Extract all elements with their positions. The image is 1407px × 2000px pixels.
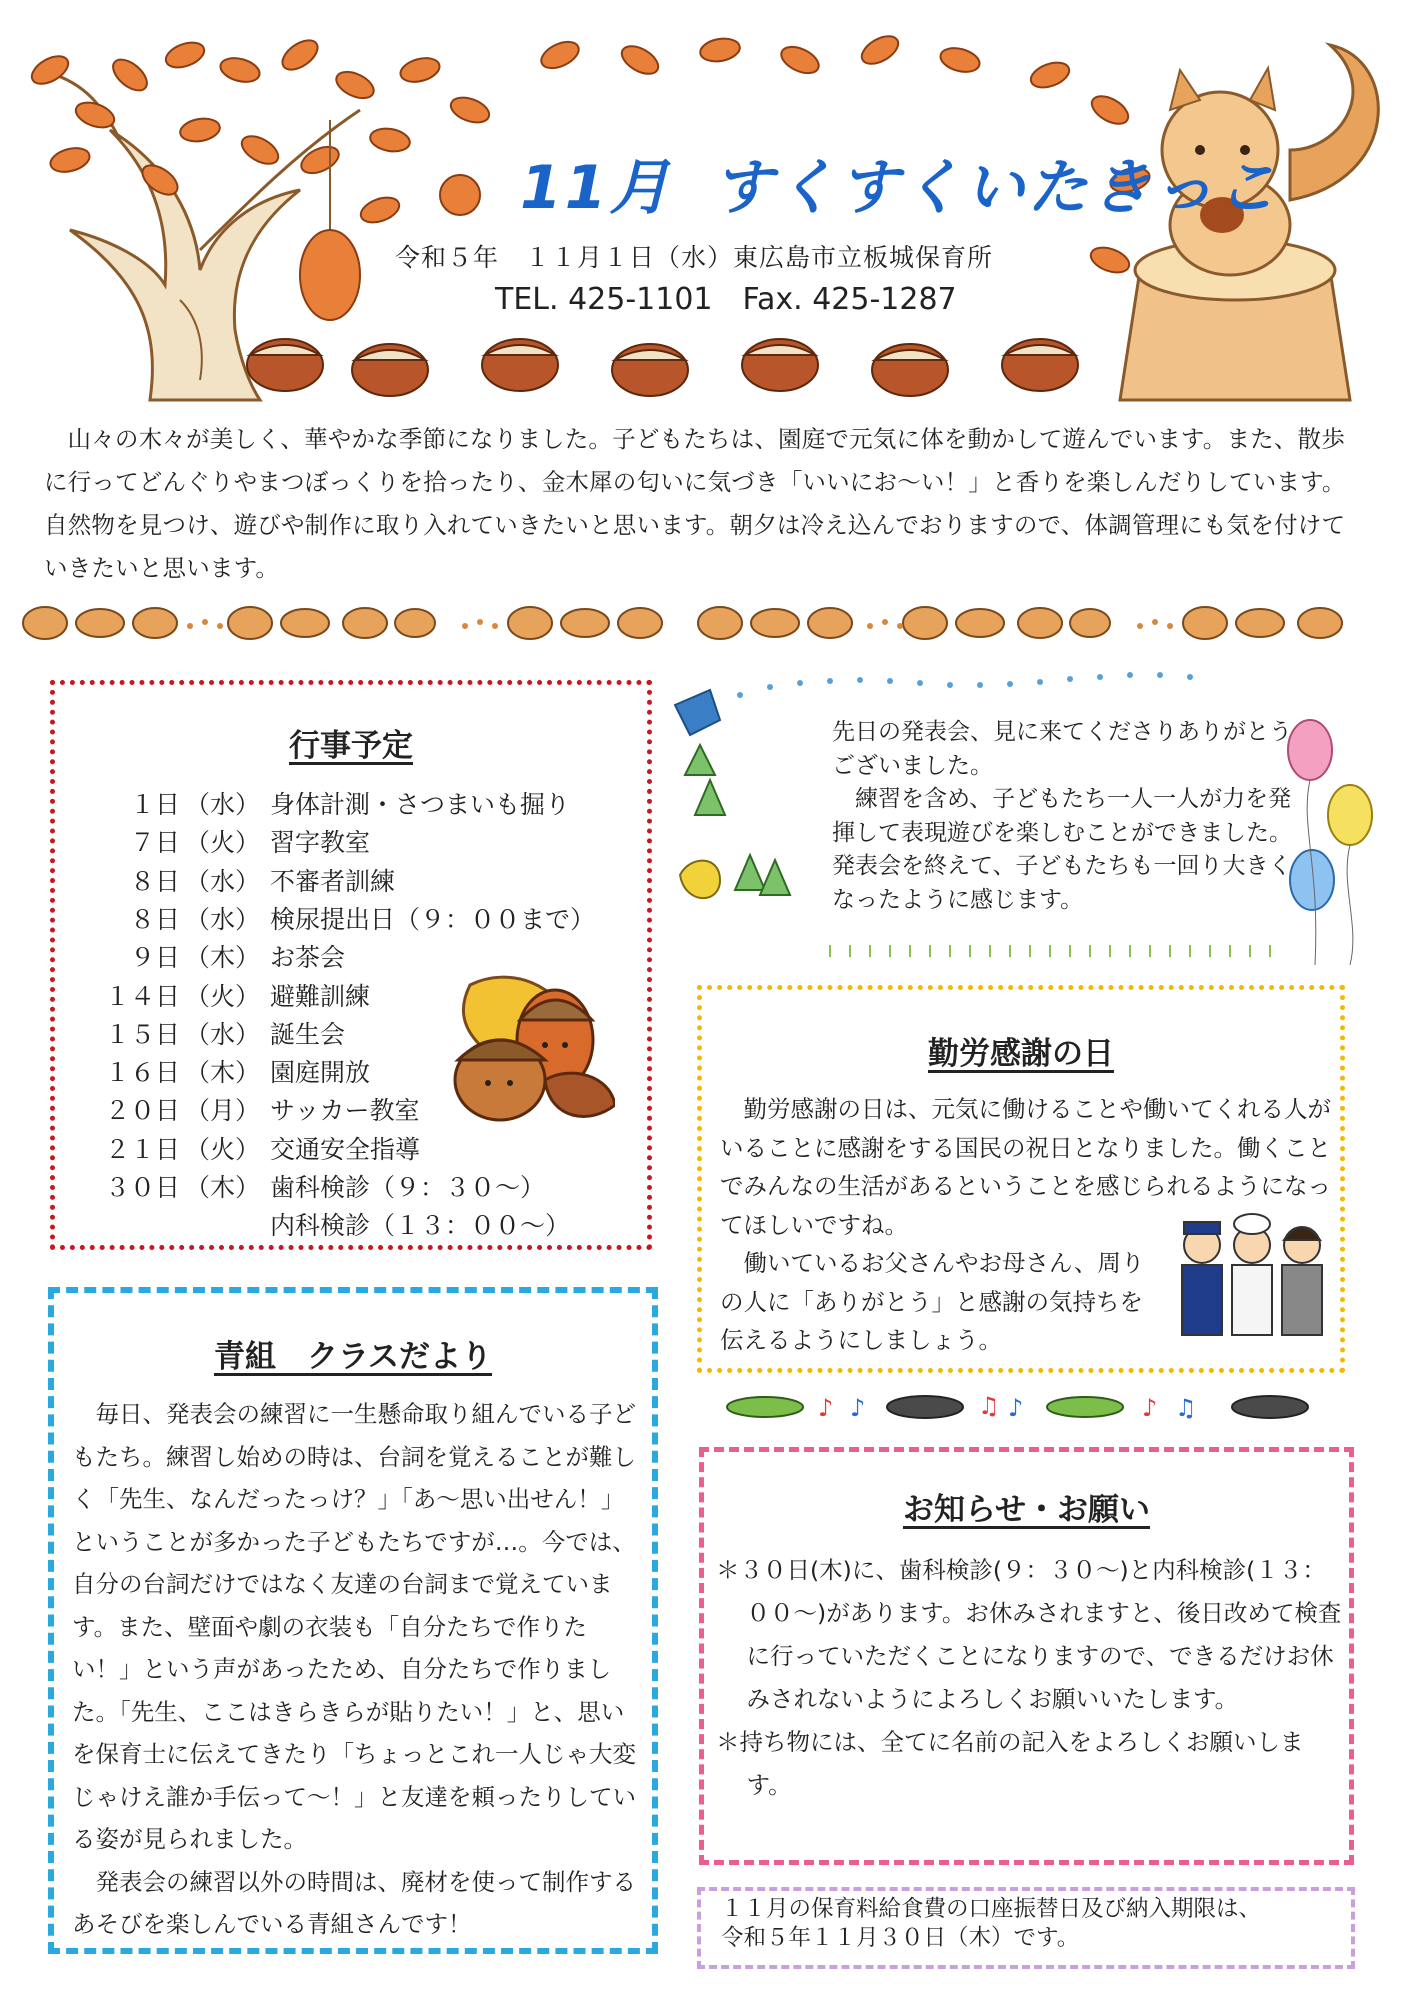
event-weekday: （火） bbox=[185, 828, 261, 858]
class-p2: 発表会の練習以外の時間は、廃材を使って制作するあそびを楽しんでいる青組さんです！ bbox=[72, 1867, 636, 1938]
event-date: ９日 bbox=[129, 943, 180, 973]
events-box bbox=[50, 680, 652, 1250]
class-text bbox=[72, 1393, 642, 1946]
event-weekday: （木） bbox=[185, 1173, 261, 1202]
svg-text:♫: ♫ bbox=[1175, 1394, 1197, 1422]
notice-item: ＊３０日(木)に、歯科検診(９：３０～)と内科検診(１３：００～)があります。お休みされますと、後日改めて検査に行っていただくことになりますので、できるだけお休みされないようによろしくお願いいたします。 bbox=[716, 1556, 1342, 1713]
event-weekday: （水） bbox=[185, 1019, 261, 1049]
event-name: 園庭開放 bbox=[270, 1058, 371, 1088]
event-weekday: （木） bbox=[185, 1058, 261, 1088]
event-name: 不審者訓練 bbox=[270, 866, 396, 896]
notice-title: お知らせ・お願い bbox=[902, 1492, 1151, 1528]
event-date: ８日 bbox=[129, 866, 180, 896]
events-title: 行事予定 bbox=[289, 728, 413, 764]
labor-title: 勤労感謝の日 bbox=[928, 1036, 1114, 1072]
event-name: 交通安全指導 bbox=[270, 1134, 421, 1164]
fax-number: Fax. 425-1287 bbox=[742, 282, 957, 317]
event-weekday: （火） bbox=[185, 981, 261, 1011]
svg-text:♪: ♪ bbox=[850, 1394, 866, 1422]
squirrel-border bbox=[20, 598, 1390, 648]
event-date: ２０日 bbox=[104, 1096, 180, 1126]
event-date: １５日 bbox=[104, 1019, 180, 1049]
event-name: 内科検診（１３：００～） bbox=[270, 1211, 571, 1241]
notice-item: ＊持ち物には、全てに名前の記入をよろしくお願いします。 bbox=[716, 1728, 1304, 1799]
event-weekday: （火） bbox=[185, 1134, 261, 1164]
class-newsletter-box bbox=[48, 1287, 658, 1954]
event-date: ３０日 bbox=[104, 1173, 180, 1202]
svg-text:♪: ♪ bbox=[1008, 1394, 1024, 1422]
tel-number: TEL. 425-1101 bbox=[495, 282, 713, 317]
event-weekday: （水） bbox=[185, 904, 261, 934]
event-date: １日 bbox=[129, 790, 180, 819]
fee-line-2: 令和５年１１月３０日（木）です。 bbox=[721, 1925, 1080, 1951]
svg-text:♪: ♪ bbox=[1142, 1394, 1158, 1422]
intro-paragraph: 山々の木々が美しく、華やかな季節になりました。子どもたちは、園庭で元気に体を動かして遊んでいます。また、散歩に行ってどんぐりやまつぼっくりを拾ったり、金木犀の匂いに気づき「いいにお～い！」と香りを楽しんだりしています。自然物を見つけ、遊びや制作に取り入れていきたいと思います。朝夕は冷え込んでおりますので、体調管理にも気を付けていきたいと思います。 bbox=[44, 425, 1346, 582]
fee-line-1: １１月の保育料給食費の口座振替日及び納入期限は、 bbox=[721, 1896, 1262, 1922]
event-date: ２１日 bbox=[104, 1134, 180, 1164]
event-date: １６日 bbox=[104, 1058, 180, 1088]
acorn-icon bbox=[450, 965, 615, 1130]
issue-date-and-school: 令和５年 １１月１日（水）東広島市立板城保育所 bbox=[395, 243, 994, 272]
fee-text bbox=[721, 1895, 1261, 1953]
labor-p1: 勤労感謝の日は、元気に働けることや働いてくれる人がいることに感謝をする国民の祝日となりました。働くことでみんなの生活があるということを感じられるようになってほしいですね。 bbox=[720, 1095, 1331, 1239]
event-name: サッカー教室 bbox=[270, 1096, 420, 1126]
event-name: 習字教室 bbox=[270, 828, 371, 858]
svg-text:♫: ♫ bbox=[978, 1392, 1000, 1420]
event-weekday: （木） bbox=[185, 943, 261, 973]
labor-thanksgiving-box bbox=[697, 985, 1345, 1373]
event-name: 身体計測・さつまいも掘り bbox=[270, 790, 571, 819]
bird-icon bbox=[675, 690, 720, 735]
title-month: 11月 bbox=[520, 153, 673, 223]
music-note-icon bbox=[818, 1392, 1197, 1422]
event-name: 歯科検診（９：３０～） bbox=[270, 1173, 546, 1202]
event-date: ７日 bbox=[129, 828, 180, 858]
contact-line bbox=[495, 282, 957, 317]
notice-list bbox=[716, 1549, 1346, 1807]
grasshopper-border bbox=[710, 1382, 1350, 1432]
title-name: すくすくいたきっこ bbox=[712, 153, 1280, 223]
event-weekday: （水） bbox=[185, 790, 261, 819]
event-weekday: （水） bbox=[185, 866, 261, 896]
event-name: 検尿提出日（９：００まで） bbox=[270, 904, 596, 934]
event-weekday: （月） bbox=[185, 1096, 261, 1126]
newsletter-title bbox=[520, 140, 1280, 226]
notice-box bbox=[699, 1447, 1354, 1865]
event-name: お茶会 bbox=[270, 943, 346, 973]
header bbox=[0, 0, 1407, 410]
class-p1: 毎日、発表会の練習に一生懸命取り組んでいる子どもたち。練習し始めの時は、台詞を覚えることが難しく「先生、なんだったっけ？」「あ～思い出せん！」ということが多かった子どもたちですが…。今では、自分の台詞だけではなく友達の台詞まで覚えています。また、壁面や劇の衣装も「自分たちで作りたい！」という声があったため、自分たちで作りました。「先生、ここはきらきらが貼りたい！」と、思いを保育士に伝えてきたり「ちょっとこれ一人じゃ大変じゃけえ誰か手伝って～！」と友達を頼ったりしている姿が見られました。 bbox=[72, 1400, 636, 1853]
labor-p2: 働いているお父さんやお母さん、周りの人に「ありがとう」と感謝の気持ちを伝えるようにしましょう。 bbox=[720, 1249, 1145, 1354]
event-name: 避難訓練 bbox=[270, 981, 371, 1011]
thanks-p2: 練習を含め、子どもたち一人一人が力を発揮して表現遊びを楽しむことができました。発表会を終えて、子どもたちも一回り大きくなったように感じます。 bbox=[832, 786, 1292, 913]
workers-illustration bbox=[1172, 1210, 1332, 1360]
thanks-message bbox=[832, 716, 1307, 917]
acorn-row bbox=[247, 339, 1078, 396]
event-date: ８日 bbox=[129, 904, 180, 934]
thanks-p1: 先日の発表会、見に来てくださりありがとうございました。 bbox=[832, 719, 1292, 779]
svg-text:♪: ♪ bbox=[818, 1394, 834, 1422]
class-title: 青組 クラスだより bbox=[213, 1339, 493, 1375]
event-name: 誕生会 bbox=[270, 1019, 346, 1049]
event-date: １４日 bbox=[104, 981, 180, 1011]
fee-deadline-box bbox=[697, 1887, 1355, 1969]
